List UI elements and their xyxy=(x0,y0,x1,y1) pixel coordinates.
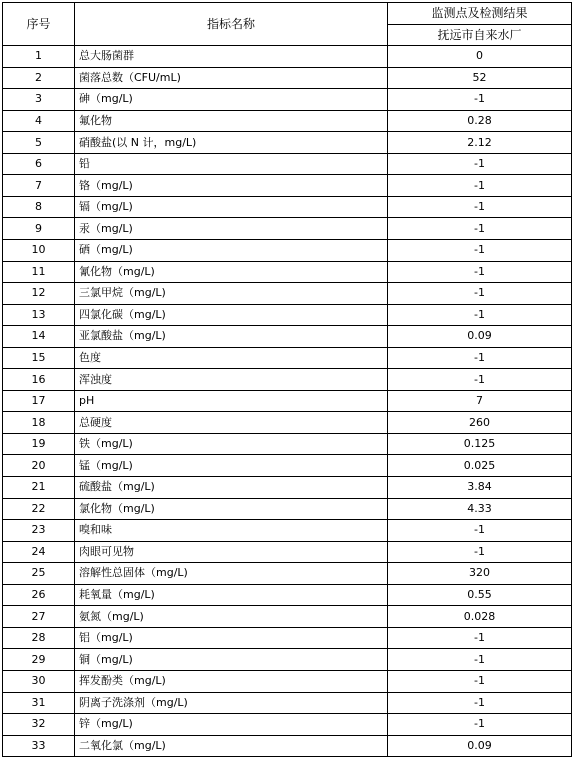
row-result-value: 0.025 xyxy=(388,455,572,477)
table-row xyxy=(3,714,572,736)
row-result-value: 0 xyxy=(388,46,572,68)
table-row xyxy=(3,670,572,692)
row-indicator-name: 嗅和味 xyxy=(75,520,388,542)
table-row xyxy=(3,735,572,757)
table-row xyxy=(3,110,572,132)
row-index: 5 xyxy=(3,132,75,154)
table-row xyxy=(3,46,572,68)
table-row xyxy=(3,692,572,714)
table-row xyxy=(3,541,572,563)
row-index: 28 xyxy=(3,627,75,649)
table-row xyxy=(3,390,572,412)
row-index: 26 xyxy=(3,584,75,606)
row-result-value: -1 xyxy=(388,670,572,692)
table-row xyxy=(3,627,572,649)
row-result-value: 3.84 xyxy=(388,477,572,499)
row-indicator-name: 锌（mg/L) xyxy=(75,714,388,736)
row-result-value: -1 xyxy=(388,714,572,736)
row-index: 11 xyxy=(3,261,75,283)
row-indicator-name: 锰（mg/L) xyxy=(75,455,388,477)
row-indicator-name: 溶解性总固体（mg/L) xyxy=(75,563,388,585)
row-result-value: -1 xyxy=(388,520,572,542)
table-row xyxy=(3,412,572,434)
row-result-value: -1 xyxy=(388,369,572,391)
row-index: 24 xyxy=(3,541,75,563)
row-indicator-name: 铬（mg/L) xyxy=(75,175,388,197)
header-indicator-name: 指标名称 xyxy=(75,3,388,46)
row-index: 27 xyxy=(3,606,75,628)
table-row xyxy=(3,175,572,197)
row-index: 19 xyxy=(3,433,75,455)
table-row xyxy=(3,369,572,391)
row-result-value: 0.55 xyxy=(388,584,572,606)
row-result-value: 4.33 xyxy=(388,498,572,520)
row-result-value: 7 xyxy=(388,390,572,412)
row-indicator-name: 硒（mg/L) xyxy=(75,240,388,262)
row-indicator-name: 四氯化碳（mg/L) xyxy=(75,304,388,326)
table-row xyxy=(3,433,572,455)
table-row xyxy=(3,455,572,477)
row-indicator-name: 总硬度 xyxy=(75,412,388,434)
table-row xyxy=(3,196,572,218)
table-row xyxy=(3,304,572,326)
row-indicator-name: 肉眼可见物 xyxy=(75,541,388,563)
table-row xyxy=(3,498,572,520)
row-indicator-name: 氨氮（mg/L) xyxy=(75,606,388,628)
row-index: 25 xyxy=(3,563,75,585)
row-result-value: 0.028 xyxy=(388,606,572,628)
row-indicator-name: 砷（mg/L) xyxy=(75,89,388,111)
row-result-value: -1 xyxy=(388,304,572,326)
table-row xyxy=(3,477,572,499)
row-index: 10 xyxy=(3,240,75,262)
header-row-top xyxy=(3,3,572,25)
row-result-value: -1 xyxy=(388,218,572,240)
row-indicator-name: 亚氯酸盐（mg/L) xyxy=(75,326,388,348)
row-index: 4 xyxy=(3,110,75,132)
table-row xyxy=(3,326,572,348)
row-result-value: -1 xyxy=(388,692,572,714)
row-result-value: 0.28 xyxy=(388,110,572,132)
table-row xyxy=(3,240,572,262)
table-row xyxy=(3,606,572,628)
row-result-value: -1 xyxy=(388,649,572,671)
table-row xyxy=(3,563,572,585)
row-index: 16 xyxy=(3,369,75,391)
row-indicator-name: 硫酸盐（mg/L) xyxy=(75,477,388,499)
row-indicator-name: 氟化物 xyxy=(75,110,388,132)
row-result-value: 0.09 xyxy=(388,326,572,348)
row-index: 6 xyxy=(3,153,75,175)
row-index: 31 xyxy=(3,692,75,714)
row-result-value: 260 xyxy=(388,412,572,434)
row-result-value: 0.09 xyxy=(388,735,572,757)
row-index: 13 xyxy=(3,304,75,326)
row-result-value: 52 xyxy=(388,67,572,89)
row-indicator-name: 氯化物（mg/L) xyxy=(75,498,388,520)
row-result-value: -1 xyxy=(388,541,572,563)
table-row xyxy=(3,584,572,606)
row-result-value: 2.12 xyxy=(388,132,572,154)
row-index: 3 xyxy=(3,89,75,111)
row-indicator-name: 浑浊度 xyxy=(75,369,388,391)
row-result-value: -1 xyxy=(388,240,572,262)
row-index: 17 xyxy=(3,390,75,412)
row-index: 23 xyxy=(3,520,75,542)
row-index: 1 xyxy=(3,46,75,68)
row-indicator-name: 三氯甲烷（mg/L) xyxy=(75,283,388,305)
row-indicator-name: 二氧化氯（mg/L) xyxy=(75,735,388,757)
row-result-value: -1 xyxy=(388,89,572,111)
row-index: 15 xyxy=(3,347,75,369)
row-result-value: -1 xyxy=(388,283,572,305)
row-index: 20 xyxy=(3,455,75,477)
row-result-value: -1 xyxy=(388,627,572,649)
row-indicator-name: 色度 xyxy=(75,347,388,369)
row-index: 18 xyxy=(3,412,75,434)
row-indicator-name: 汞（mg/L) xyxy=(75,218,388,240)
row-index: 2 xyxy=(3,67,75,89)
row-index: 12 xyxy=(3,283,75,305)
row-indicator-name: 氰化物（mg/L) xyxy=(75,261,388,283)
row-indicator-name: 总大肠菌群 xyxy=(75,46,388,68)
table-row xyxy=(3,649,572,671)
table-row xyxy=(3,347,572,369)
row-index: 21 xyxy=(3,477,75,499)
row-result-value: -1 xyxy=(388,196,572,218)
row-indicator-name: 铜（mg/L) xyxy=(75,649,388,671)
row-indicator-name: 铁（mg/L) xyxy=(75,433,388,455)
row-index: 9 xyxy=(3,218,75,240)
table-row xyxy=(3,89,572,111)
row-indicator-name: 镉（mg/L) xyxy=(75,196,388,218)
row-index: 29 xyxy=(3,649,75,671)
row-indicator-name: 硝酸盐(以 N 计，mg/L) xyxy=(75,132,388,154)
row-indicator-name: 阴离子洗涤剂（mg/L) xyxy=(75,692,388,714)
header-site: 抚远市自来水厂 xyxy=(388,24,572,46)
row-result-value: 0.125 xyxy=(388,433,572,455)
table-row xyxy=(3,283,572,305)
row-result-value: -1 xyxy=(388,261,572,283)
row-indicator-name: 菌落总数（CFU/mL) xyxy=(75,67,388,89)
row-index: 22 xyxy=(3,498,75,520)
header-result-group: 监测点及检测结果 xyxy=(388,3,572,25)
row-indicator-name: 挥发酚类（mg/L) xyxy=(75,670,388,692)
table-row xyxy=(3,67,572,89)
row-indicator-name: 铝（mg/L) xyxy=(75,627,388,649)
row-indicator-name: 铅 xyxy=(75,153,388,175)
header-index: 序号 xyxy=(3,3,75,46)
table-row xyxy=(3,261,572,283)
row-index: 32 xyxy=(3,714,75,736)
row-index: 14 xyxy=(3,326,75,348)
table-row xyxy=(3,520,572,542)
row-result-value: -1 xyxy=(388,347,572,369)
row-index: 7 xyxy=(3,175,75,197)
row-index: 33 xyxy=(3,735,75,757)
row-index: 8 xyxy=(3,196,75,218)
table-row xyxy=(3,218,572,240)
water-quality-table xyxy=(2,2,572,757)
table-body xyxy=(3,46,572,757)
row-result-value: -1 xyxy=(388,153,572,175)
row-index: 30 xyxy=(3,670,75,692)
table-row xyxy=(3,132,572,154)
table-row xyxy=(3,153,572,175)
row-result-value: 320 xyxy=(388,563,572,585)
row-indicator-name: pH xyxy=(75,390,388,412)
row-indicator-name: 耗氧量（mg/L) xyxy=(75,584,388,606)
row-result-value: -1 xyxy=(388,175,572,197)
